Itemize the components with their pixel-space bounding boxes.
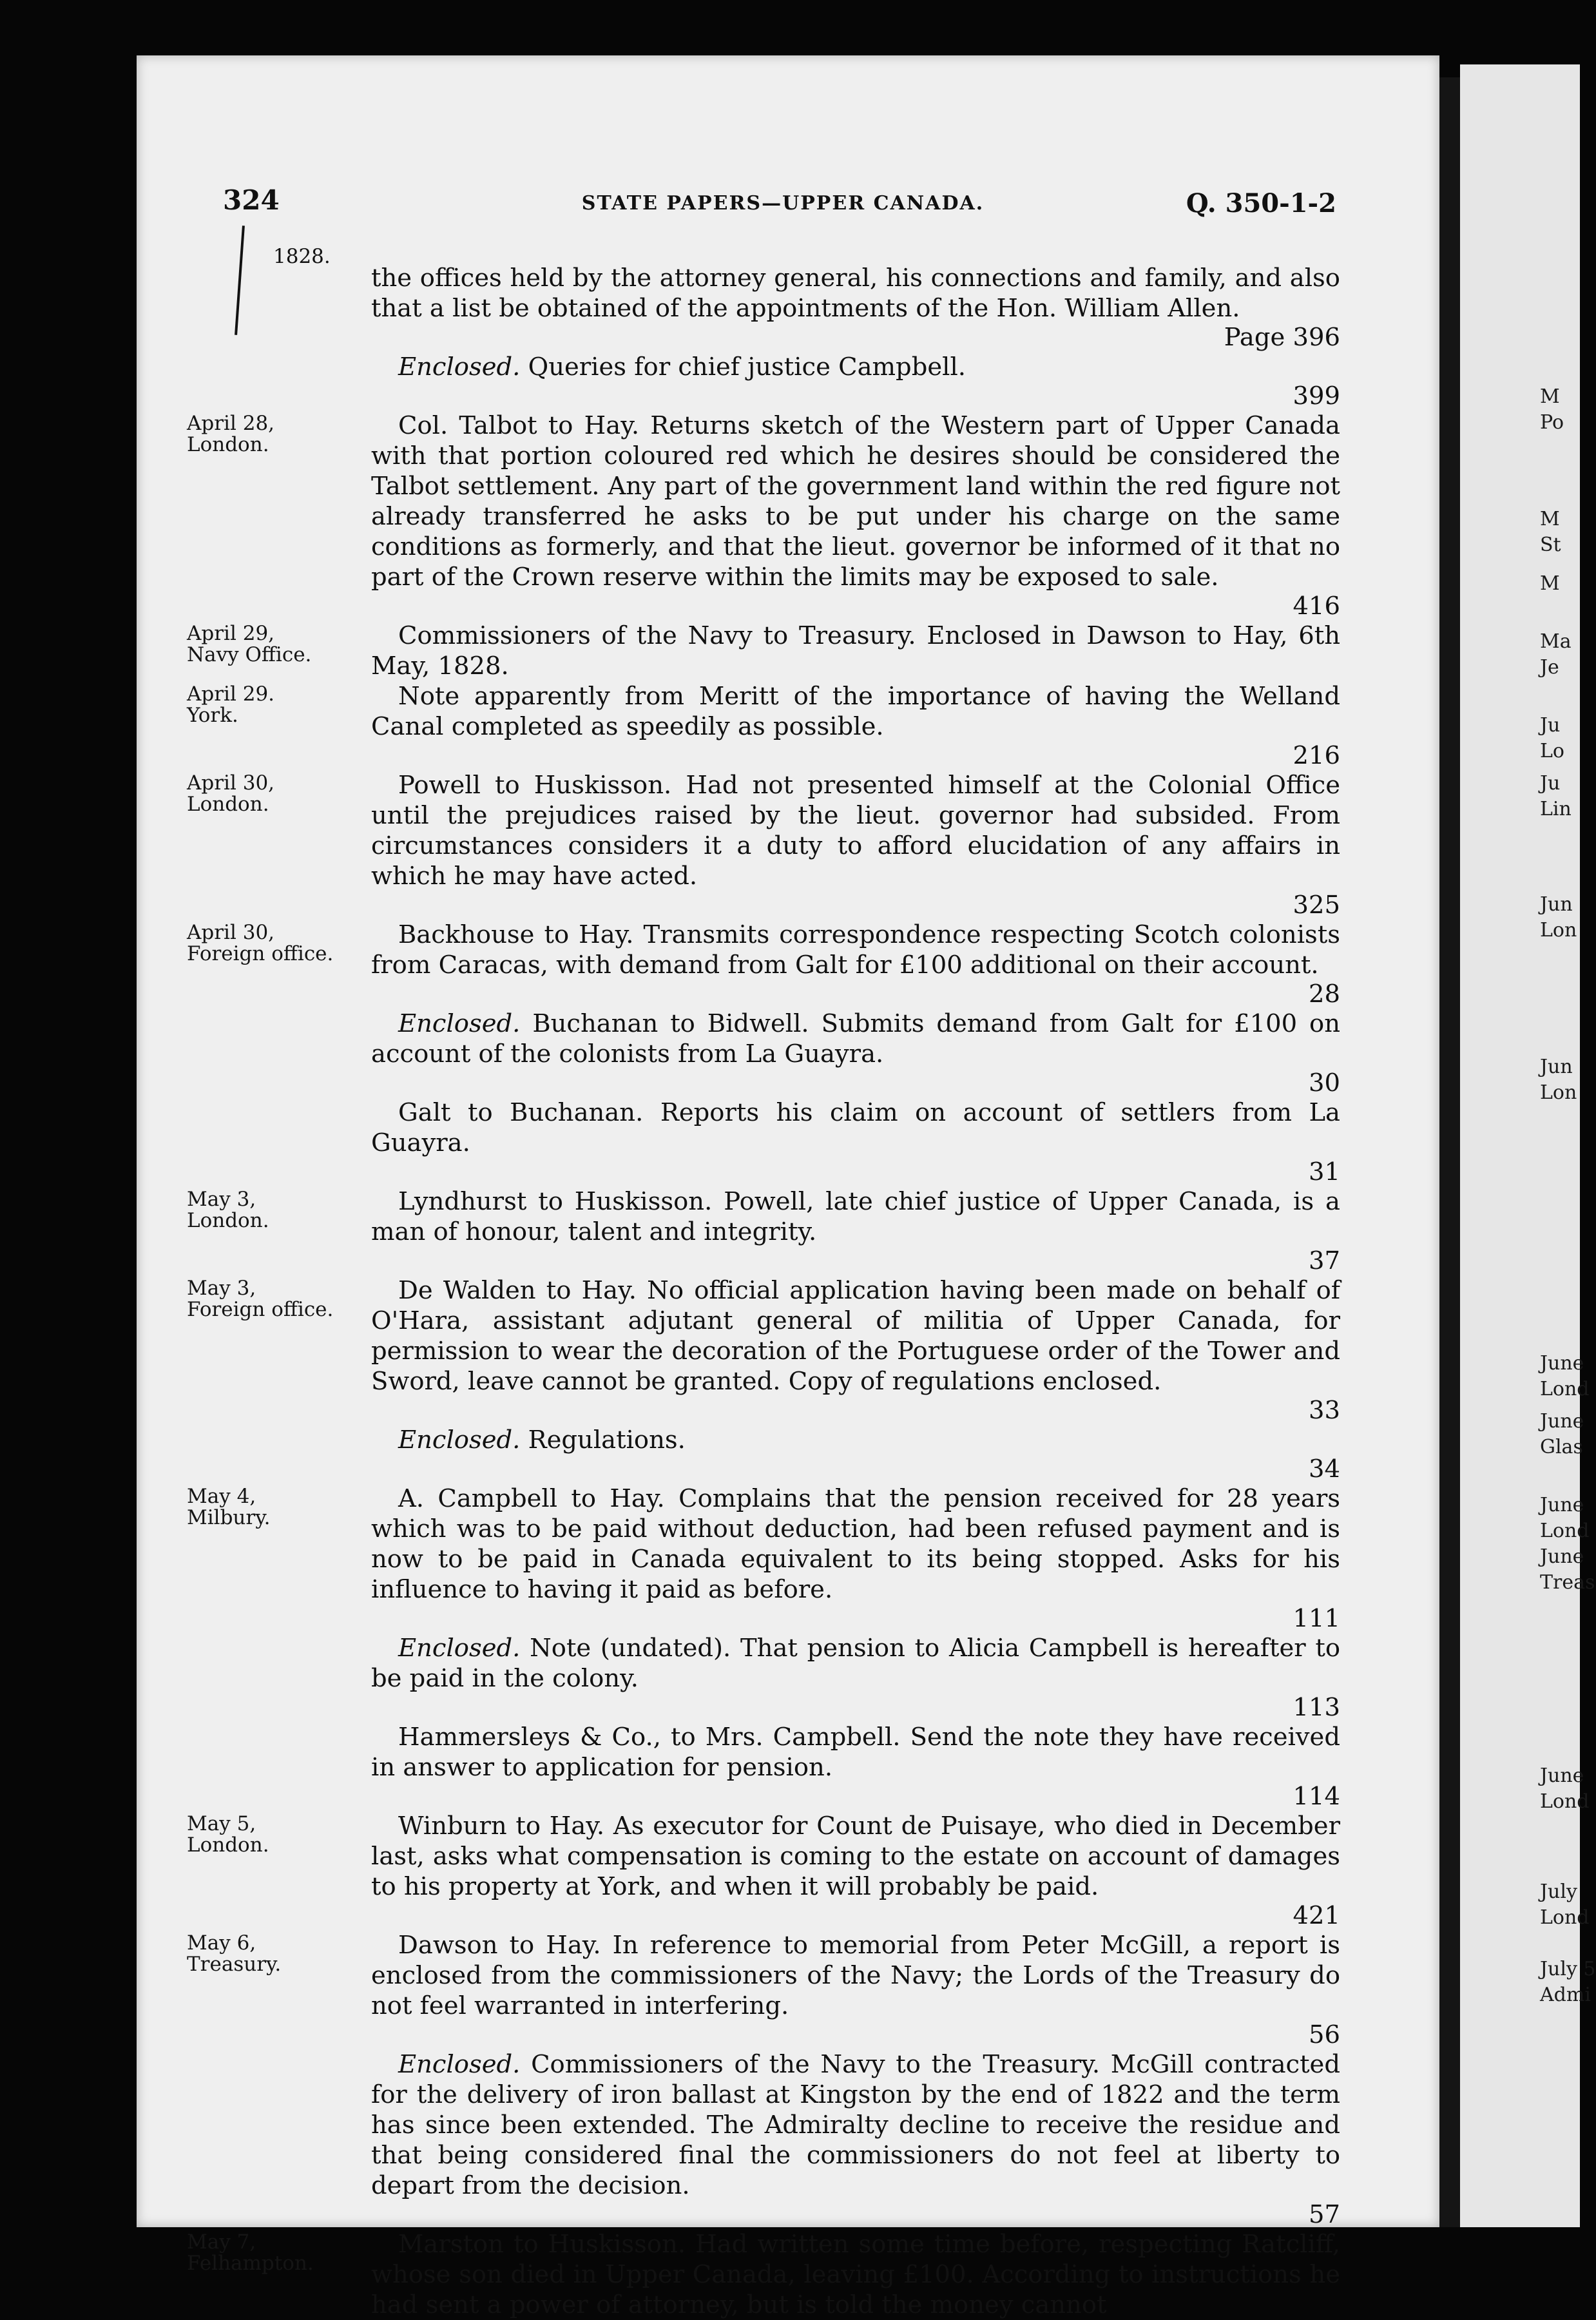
facing-page-fragment: M (1540, 385, 1560, 408)
calendar-entry (187, 1930, 1340, 2049)
entry-text (371, 352, 1340, 411)
calendar-entry (187, 770, 1340, 920)
entry-date-place: April 30, Foreign office. (187, 921, 334, 965)
facing-page-fragment: M (1540, 508, 1560, 530)
running-title: STATE PAPERS—UPPER CANADA. (581, 192, 985, 215)
calendar-entry (187, 1484, 1340, 1633)
calendar-entry (187, 1186, 1340, 1275)
entry-text (371, 1811, 1340, 1930)
facing-page-fragment: Lon (1540, 919, 1577, 942)
entry-date-place: May 3, London. (187, 1188, 269, 1232)
facing-page-fragment: June (1540, 1764, 1584, 1787)
entry-page-reference: 33 (1309, 1396, 1340, 1425)
facing-page-fragment: Treas (1540, 1571, 1595, 1594)
facing-page-fragment: St (1540, 534, 1561, 556)
facing-page-fragment: Lond (1540, 1520, 1590, 1542)
entry-summary: Dawson to Hay. In reference to memorial from Peter McGill, a report is enclosed from the commissioners of the Navy; the Lords of the Treasury do not feel warranted in interfering. (371, 1931, 1340, 2020)
entry-date-place: April 29, Navy Office. (187, 622, 312, 666)
entry-text (371, 770, 1340, 920)
entry-page-reference: 421 (1293, 1901, 1340, 1930)
entry-page-reference: 114 (1293, 1782, 1340, 1811)
facing-page-fragment: June (1540, 1494, 1584, 1516)
entry-page-reference: 56 (1309, 2020, 1340, 2049)
calendar-entry (187, 1425, 1340, 1484)
calendar-entries (187, 263, 1340, 2320)
facing-page-fragment: Ju (1540, 772, 1561, 795)
entry-text (371, 1186, 1340, 1275)
facing-page-fragment: Lin (1540, 798, 1572, 820)
calendar-entry (187, 681, 1340, 770)
calendar-entry (187, 1722, 1340, 1811)
page-header (223, 184, 1343, 223)
entry-date-place: April 28, London. (187, 412, 275, 456)
book-spine (1439, 77, 1460, 2227)
entry-summary: Backhouse to Hay. Transmits correspondence respecting Scotch colonists from Caracas, with demand from Galt for £100 additional on their account. (371, 920, 1340, 980)
entry-text (371, 411, 1340, 621)
entry-summary: De Walden to Hay. No official application having been made on behalf of O'Hara, assistant adjutant general of militia of Upper Canada, for permission to wear the decoration of the Portuguese order of the Tower and Sword, leave cannot be granted. Copy of regulations enclosed. (371, 1276, 1340, 1396)
facing-page-fragment: Glas (1540, 1436, 1583, 1458)
entry-text (371, 1722, 1340, 1811)
entry-date-place: May 3, Foreign office. (187, 1277, 334, 1321)
page-number: 324 (223, 184, 280, 216)
entry-lead: Enclosed. (398, 353, 528, 382)
entry-summary: Hammersleys & Co., to Mrs. Campbell. Send the note they have received in answer to application for pension. (371, 1723, 1340, 1782)
entry-date-place: May 5, London. (187, 1812, 269, 1857)
facing-page-fragment: Lond (1540, 1906, 1590, 1929)
entry-page-reference: 57 (1309, 2200, 1340, 2229)
entry-page-reference: 37 (1309, 1246, 1340, 1275)
entry-lead: Enclosed. (398, 1426, 528, 1455)
calendar-entry (187, 2049, 1340, 2229)
facing-page-fragment: June (1540, 1410, 1584, 1433)
entry-summary: Note apparently from Meritt of the importance of having the Welland Canal completed as speedily as possible. (371, 682, 1340, 741)
calendar-entry (187, 1633, 1340, 1722)
entry-lead: Enclosed. (398, 2050, 532, 2079)
entry-text (371, 1930, 1340, 2049)
entry-text (371, 2049, 1340, 2229)
entry-summary: A. Campbell to Hay. Complains that the pension received for 28 years which was to be paid without deduction, had been refused payment and is now to be paid in Canada equivalent to its being stopped. Asks for his influence to having it paid as before. (371, 1484, 1340, 1604)
facing-page-fragment: Je (1540, 656, 1559, 679)
entry-summary: Powell to Huskisson. Had not presented himself at the Colonial Office until the prejudices raised by the lieut. governor had subsided. From circumstances considers it a duty to afford elucidation of any affairs in which he may have acted. (371, 771, 1340, 891)
entry-page-reference: 28 (1309, 980, 1340, 1009)
calendar-entry (187, 1811, 1340, 1930)
calendar-entry (187, 621, 1340, 681)
entry-lead: Enclosed. (398, 1009, 533, 1038)
year-label: 1828. (273, 245, 331, 268)
entry-text (371, 2229, 1340, 2320)
facing-page-fragment: Admi (1540, 1984, 1591, 2006)
entry-date-place: April 30, London. (187, 771, 275, 816)
entry-text (371, 621, 1340, 681)
entry-page-reference: 30 (1309, 1068, 1340, 1097)
entry-page-reference: Page 396 (1224, 323, 1340, 352)
entry-page-reference: 399 (1293, 382, 1340, 411)
facing-page-fragment: July 5 (1540, 1958, 1596, 1980)
entry-date-place: April 29. York. (187, 682, 275, 727)
calendar-entry (187, 920, 1340, 1009)
entry-page-reference: 325 (1293, 891, 1340, 920)
facing-page-fragment: Lond (1540, 1790, 1590, 1813)
facing-page-edge (1460, 64, 1596, 2227)
entry-date-place: May 7, Felhampton. (187, 2230, 314, 2275)
entry-summary: Regulations. (528, 1426, 686, 1455)
volume-reference: Q. 350-1-2 (1186, 188, 1336, 218)
entry-summary: Lyndhurst to Huskisson. Powell, late chief justice of Upper Canada, is a man of honour, talent and integrity. (371, 1187, 1340, 1246)
facing-page-fragment: Jun (1540, 1056, 1573, 1078)
facing-page-fragment: Ma (1540, 630, 1572, 653)
entry-page-reference: 111 (1293, 1604, 1340, 1633)
entry-text (371, 681, 1340, 770)
entry-summary: Marston to Huskisson. Had written some time before, respecting Ratcliff, whose son died in Upper Canada, leaving £100. According to instructions he had sent a power of attorney, but is told the money cannot (371, 2230, 1340, 2319)
entry-page-reference: 34 (1309, 1455, 1340, 1484)
calendar-entry (187, 1275, 1340, 1425)
entry-summary: Commissioners of the Navy to the Treasury. McGill contracted for the delivery of iron ballast at Kingston by the end of 1822 and the term has since been extended. The Admiralty decline to receive the residue and that being considered final the commissioners do not feel at liberty to depart from the decision. (371, 2050, 1340, 2200)
entry-text (371, 1484, 1340, 1633)
entry-summary: Col. Talbot to Hay. Returns sketch of the Western part of Upper Canada with that portion coloured red which he desires should be considered the Talbot settlement. Any part of the government land within the red figure not already transferred he asks to be put under his charge on the same conditions as formerly, and that the lieut. governor be informed of it that no part of the Crown reserve within the limits may be exposed to sale. (371, 411, 1340, 592)
entry-date-place: May 6, Treasury. (187, 1931, 282, 1976)
entry-page-reference: 216 (1293, 741, 1340, 770)
entry-text (371, 920, 1340, 1009)
facing-page-fragment: Po (1540, 411, 1564, 434)
entry-summary: Winburn to Hay. As executor for Count de Puisaye, who died in December last, asks what compensation is coming to the estate on account of damages to his property at York, and when it will probably be paid. (371, 1812, 1340, 1901)
entry-page-reference: 113 (1293, 1693, 1340, 1722)
facing-page-fragment: Lo (1540, 740, 1564, 762)
facing-page-fragment: Jun (1540, 893, 1573, 916)
calendar-entry (187, 1009, 1340, 1097)
entry-page-reference: 31 (1309, 1157, 1340, 1186)
entry-text (371, 1009, 1340, 1097)
facing-page-fragment: Ju (1540, 714, 1561, 737)
calendar-entry (187, 411, 1340, 621)
calendar-entry (187, 2229, 1340, 2320)
entry-text (371, 1425, 1340, 1484)
entry-date-place: May 4, Milbury. (187, 1485, 271, 1529)
entry-page-reference: 416 (1293, 592, 1340, 621)
facing-page-fragment: June (1540, 1545, 1584, 1568)
entry-summary: Commissioners of the Navy to Treasury. Enclosed in Dawson to Hay, 6th May, 1828. (371, 621, 1340, 681)
entry-lead: Enclosed. (398, 1634, 530, 1663)
entry-text (371, 1633, 1340, 1722)
entry-summary: Note (undated). That pension to Alicia Campbell is hereafter to be paid in the colony. (371, 1634, 1340, 1693)
calendar-entry (187, 352, 1340, 411)
entry-text (371, 263, 1340, 352)
facing-page-fragment: July (1540, 1880, 1577, 1903)
calendar-entry (187, 1097, 1340, 1186)
calendar-entry (187, 263, 1340, 352)
facing-page-fragment: June (1540, 1352, 1584, 1375)
entry-summary: Buchanan to Bidwell. Submits demand from Galt for £100 on account of the colonists from La Guayra. (371, 1009, 1341, 1068)
facing-page-fragment: Lon (1540, 1081, 1577, 1104)
entry-summary: Galt to Buchanan. Reports his claim on account of settlers from La Guayra. (371, 1098, 1340, 1157)
entry-text (371, 1097, 1340, 1186)
entry-summary: the offices held by the attorney general, his connections and family, and also that a list be obtained of the appointments of the Hon. William Allen. (371, 264, 1340, 323)
facing-page-fragment: M (1540, 572, 1560, 595)
facing-page-fragment: Lond (1540, 1378, 1590, 1400)
entry-summary: Queries for chief justice Campbell. (528, 353, 966, 382)
entry-text (371, 1275, 1340, 1425)
